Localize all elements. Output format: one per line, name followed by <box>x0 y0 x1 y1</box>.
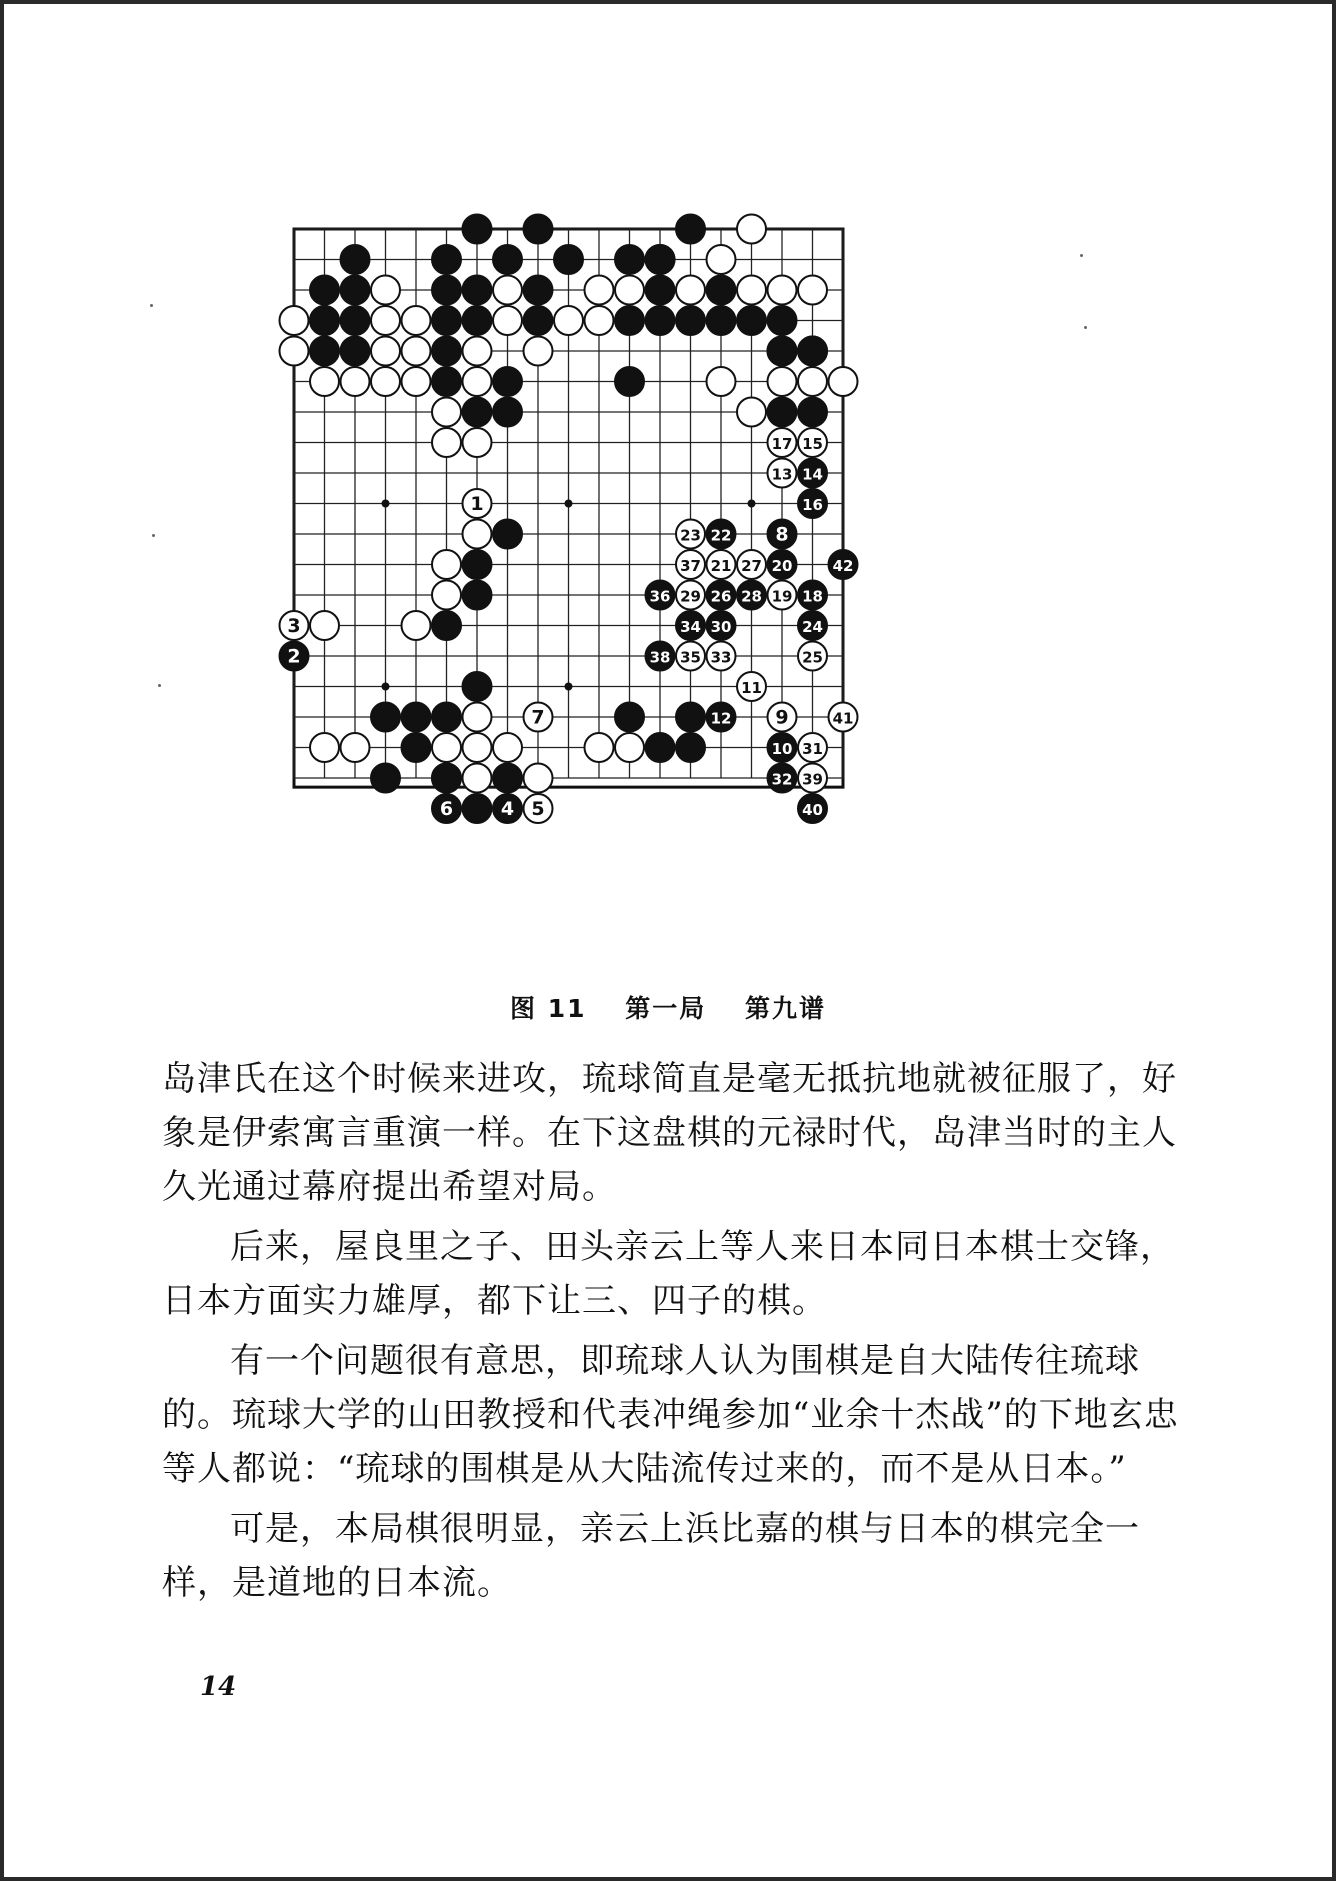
black-stone <box>310 276 339 305</box>
numbered-stone <box>707 581 736 610</box>
white-stone <box>493 276 522 305</box>
black-stone <box>707 276 736 305</box>
white-stone <box>310 611 339 640</box>
move-number: 20 <box>771 557 793 575</box>
white-stone <box>432 398 461 427</box>
white-stone <box>585 733 614 762</box>
black-stone <box>463 794 492 823</box>
star-point <box>382 683 390 691</box>
black-stone <box>371 703 400 732</box>
numbered-stone <box>646 581 675 610</box>
numbered-stone <box>524 794 553 823</box>
numbered-stone <box>737 672 766 701</box>
star-point <box>382 500 390 508</box>
black-stone <box>768 306 797 335</box>
scan-speck <box>1080 254 1083 257</box>
white-stone <box>280 337 309 366</box>
move-number: 23 <box>680 526 701 545</box>
black-stone <box>524 215 553 244</box>
move-number: 2 <box>287 645 301 668</box>
move-number: 15 <box>802 435 823 453</box>
black-stone <box>676 703 705 732</box>
white-stone <box>829 367 858 396</box>
figure-caption <box>4 989 1332 1025</box>
black-stone <box>463 276 492 305</box>
white-stone <box>554 306 583 335</box>
numbered-stone <box>768 733 797 762</box>
black-stone <box>432 764 461 793</box>
move-number: 40 <box>802 801 823 819</box>
numbered-stone <box>798 489 827 518</box>
numbered-stone <box>676 550 705 579</box>
white-stone <box>371 306 400 335</box>
move-number: 39 <box>802 770 823 789</box>
black-stone <box>402 733 431 762</box>
numbered-stone <box>768 764 797 793</box>
black-stone <box>371 764 400 793</box>
black-stone <box>676 306 705 335</box>
black-stone <box>676 215 705 244</box>
white-stone <box>432 428 461 457</box>
black-stone <box>432 306 461 335</box>
white-stone <box>524 337 553 366</box>
white-stone <box>585 276 614 305</box>
black-stone <box>493 520 522 549</box>
numbered-stone <box>676 611 705 640</box>
black-stone <box>524 276 553 305</box>
white-stone <box>463 703 492 732</box>
move-number: 11 <box>741 679 762 697</box>
paragraph: 岛津氏在这个时候来进攻，琉球简直是毫无抵抗地就被征服了，好象是伊索寓言重演一样。在下这盘棋的元禄时代，岛津当时的主人久光通过幕府提出希望对局。 <box>162 1059 1177 1207</box>
body-text <box>162 1052 1182 1616</box>
white-stone <box>768 276 797 305</box>
move-number: 38 <box>649 648 671 667</box>
numbered-stone <box>280 642 309 671</box>
white-stone <box>798 367 827 396</box>
black-stone <box>493 367 522 396</box>
white-stone <box>737 215 766 244</box>
black-stone <box>432 276 461 305</box>
white-stone <box>402 306 431 335</box>
move-number: 31 <box>802 740 823 758</box>
black-stone <box>493 398 522 427</box>
move-number: 3 <box>287 615 301 637</box>
white-stone <box>463 337 492 366</box>
figure-part: 第九谱 <box>744 994 826 1023</box>
numbered-stone <box>798 642 827 671</box>
move-number: 42 <box>832 557 854 575</box>
numbered-stone <box>493 794 522 823</box>
black-stone <box>463 306 492 335</box>
paragraph: 可是，本局棋很明显，亲云上浜比嘉的棋与日本的棋完全一样，是道地的日本流。 <box>162 1509 1140 1603</box>
white-stone <box>768 367 797 396</box>
numbered-stone <box>798 459 827 488</box>
move-number: 13 <box>771 465 793 484</box>
move-number: 19 <box>771 587 793 606</box>
white-stone <box>280 306 309 335</box>
black-stone <box>768 398 797 427</box>
white-stone <box>341 733 370 762</box>
move-number: 34 <box>680 618 701 636</box>
numbered-stone <box>829 703 858 732</box>
numbered-stone <box>768 581 797 610</box>
go-board <box>282 209 982 969</box>
paragraph: 有一个问题很有意思，即琉球人认为围棋是自大陆传往琉球的。琉球大学的山田教授和代表冲绳参加“业余十杰战”的下地玄忠等人都说：“琉球的围棋是从大陆流传过来的，而不是从日本。” <box>162 1341 1179 1489</box>
numbered-stone <box>707 703 736 732</box>
star-point <box>565 500 573 508</box>
white-stone <box>737 276 766 305</box>
numbered-stone <box>676 520 705 549</box>
page-number: 14 <box>200 1672 237 1702</box>
move-number: 41 <box>832 709 854 728</box>
white-stone <box>402 337 431 366</box>
move-number: 5 <box>531 798 545 820</box>
scan-speck <box>150 304 153 307</box>
white-stone <box>310 733 339 762</box>
move-number: 26 <box>710 587 732 606</box>
move-number: 22 <box>710 526 732 545</box>
move-number: 21 <box>710 557 732 575</box>
figure-label: 图 11 <box>510 994 587 1023</box>
move-number: 35 <box>680 648 701 667</box>
white-stone <box>402 367 431 396</box>
white-stone <box>463 367 492 396</box>
move-number: 8 <box>775 523 789 546</box>
black-stone <box>310 306 339 335</box>
numbered-stone <box>798 764 827 793</box>
black-stone <box>615 245 644 274</box>
white-stone <box>798 276 827 305</box>
white-stone <box>463 764 492 793</box>
white-stone <box>371 337 400 366</box>
white-stone <box>402 611 431 640</box>
black-stone <box>341 337 370 366</box>
black-stone <box>737 306 766 335</box>
black-stone <box>463 398 492 427</box>
white-stone <box>524 764 553 793</box>
numbered-stone <box>676 642 705 671</box>
white-stone <box>371 367 400 396</box>
black-stone <box>707 306 736 335</box>
black-stone <box>463 581 492 610</box>
move-number: 7 <box>531 706 545 729</box>
scan-speck <box>152 534 155 537</box>
black-stone <box>493 245 522 274</box>
numbered-stone <box>829 550 858 579</box>
move-number: 36 <box>649 587 671 606</box>
numbered-stone <box>768 459 797 488</box>
move-number: 29 <box>680 587 701 606</box>
move-number: 12 <box>710 709 732 728</box>
black-stone <box>341 245 370 274</box>
numbered-stone <box>676 581 705 610</box>
numbered-stone <box>463 489 492 518</box>
numbered-stone <box>707 611 736 640</box>
star-point <box>565 683 573 691</box>
numbered-stone <box>798 794 827 823</box>
white-stone <box>341 367 370 396</box>
move-number: 10 <box>771 740 793 758</box>
black-stone <box>432 611 461 640</box>
move-number: 32 <box>771 770 793 789</box>
white-stone <box>310 367 339 396</box>
white-stone <box>737 398 766 427</box>
white-stone <box>463 733 492 762</box>
black-stone <box>402 703 431 732</box>
numbered-stone <box>768 520 797 549</box>
black-stone <box>341 306 370 335</box>
move-number: 17 <box>771 435 793 453</box>
white-stone <box>432 581 461 610</box>
black-stone <box>646 306 675 335</box>
black-stone <box>798 398 827 427</box>
numbered-stone <box>768 703 797 732</box>
scan-speck <box>158 684 161 687</box>
move-number: 4 <box>500 798 515 820</box>
black-stone <box>615 306 644 335</box>
numbered-stone <box>737 550 766 579</box>
black-stone <box>310 337 339 366</box>
black-stone <box>493 764 522 793</box>
numbered-stone <box>707 550 736 579</box>
move-number: 30 <box>710 618 732 636</box>
white-stone <box>432 550 461 579</box>
white-stone <box>493 306 522 335</box>
white-stone <box>371 276 400 305</box>
numbered-stone <box>432 794 461 823</box>
move-number: 9 <box>775 706 789 729</box>
black-stone <box>768 337 797 366</box>
move-number: 37 <box>680 557 701 575</box>
black-stone <box>646 733 675 762</box>
black-stone <box>615 703 644 732</box>
white-stone <box>707 367 736 396</box>
black-stone <box>676 733 705 762</box>
move-number: 28 <box>741 587 762 606</box>
black-stone <box>524 306 553 335</box>
black-stone <box>432 337 461 366</box>
white-stone <box>707 245 736 274</box>
white-stone <box>432 733 461 762</box>
black-stone <box>646 276 675 305</box>
white-stone <box>463 428 492 457</box>
star-point <box>748 500 756 508</box>
move-number: 14 <box>802 465 823 484</box>
numbered-stone <box>768 428 797 457</box>
move-number: 27 <box>741 557 762 575</box>
move-number: 33 <box>710 648 732 667</box>
numbered-stone <box>524 703 553 732</box>
white-stone <box>615 733 644 762</box>
numbered-stone <box>798 581 827 610</box>
move-number: 1 <box>470 493 484 515</box>
white-stone <box>676 276 705 305</box>
move-number: 24 <box>802 618 823 636</box>
black-stone <box>798 337 827 366</box>
black-stone <box>463 672 492 701</box>
numbered-stone <box>798 733 827 762</box>
move-number: 16 <box>802 496 823 514</box>
numbered-stone <box>707 642 736 671</box>
white-stone <box>585 306 614 335</box>
white-stone <box>463 520 492 549</box>
numbered-stone <box>768 550 797 579</box>
numbered-stone <box>737 581 766 610</box>
figure-game: 第一局 <box>625 994 707 1023</box>
paragraph: 后来，屋良里之子、田头亲云上等人来日本同日本棋士交锋，日本方面实力雄厚，都下让三、四子的棋。 <box>162 1227 1175 1321</box>
numbered-stone <box>707 520 736 549</box>
black-stone <box>554 245 583 274</box>
move-number: 18 <box>802 587 823 606</box>
white-stone <box>493 733 522 762</box>
black-stone <box>341 276 370 305</box>
move-number: 6 <box>439 798 454 820</box>
black-stone <box>463 550 492 579</box>
black-stone <box>615 367 644 396</box>
black-stone <box>432 245 461 274</box>
move-number: 25 <box>802 648 823 667</box>
numbered-stone <box>280 611 309 640</box>
black-stone <box>432 703 461 732</box>
black-stone <box>463 215 492 244</box>
white-stone <box>615 276 644 305</box>
numbered-stone <box>798 428 827 457</box>
go-diagram <box>282 209 982 969</box>
black-stone <box>646 245 675 274</box>
numbered-stone <box>798 611 827 640</box>
black-stone <box>432 367 461 396</box>
numbered-stone <box>646 642 675 671</box>
scan-speck <box>1084 326 1087 329</box>
